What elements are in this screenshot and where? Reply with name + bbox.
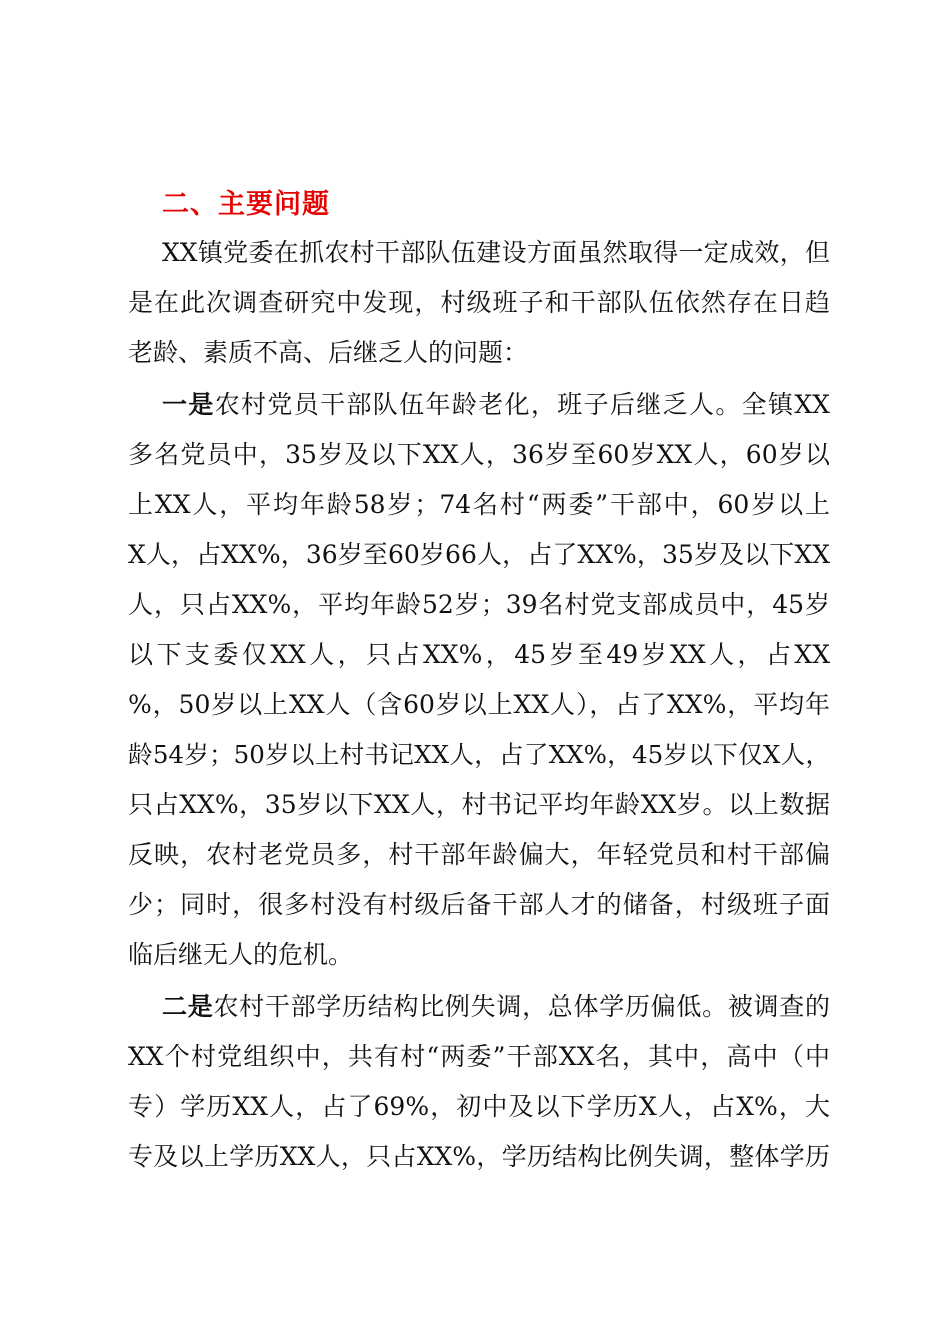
paragraph-line: 专及以上学历XX人，只占XX%，学历结构比例失调，整体学历 bbox=[128, 1142, 830, 1171]
paragraph-line: 上XX人，平均年龄58岁；74名村“两委”干部中，60岁以上 bbox=[128, 490, 830, 519]
paragraph-line: XX个村党组织中，共有村“两委”干部XX名，其中，高中（中 bbox=[128, 1042, 830, 1071]
point2-first-line bbox=[162, 982, 830, 1032]
intro-line: XX镇党委在抓农村干部队伍建设方面虽然取得一定成效，但 bbox=[162, 238, 830, 267]
point2-lead: 二是 bbox=[162, 992, 214, 1021]
intro-line: 老龄、素质不高、后继乏人的问题： bbox=[128, 338, 529, 367]
paragraph-line: 专）学历XX人，占了69%，初中及以下学历X人，占X%，大 bbox=[128, 1092, 830, 1121]
paragraph-line: 以下支委仅XX人，只占XX%，45岁至49岁XX人，占XX bbox=[128, 640, 830, 669]
paragraph-line: X人，占XX%，36岁至60岁66人，占了XX%，35岁及以下XX bbox=[128, 540, 830, 569]
paragraph-line: 临后继无人的危机。 bbox=[128, 940, 354, 969]
point1-lead: 一是 bbox=[162, 390, 215, 419]
paragraph-line: %，50岁以上XX人（含60岁以上XX人），占了XX%，平均年 bbox=[128, 690, 830, 719]
point2-first-text: 农村干部学历结构比例失调，总体学历偏低。被调查的 bbox=[213, 992, 830, 1021]
paragraph-line: 少；同时，很多村没有村级后备干部人才的储备，村级班子面 bbox=[128, 890, 830, 919]
paragraph-line: 龄54岁；50岁以上村书记XX人，占了XX%，45岁以下仅X人， bbox=[128, 740, 830, 769]
section-heading: 二、主要问题 bbox=[162, 189, 330, 220]
intro-line: 是在此次调查研究中发现，村级班子和干部队伍依然存在日趋 bbox=[128, 288, 830, 317]
paragraph-line: 反映，农村老党员多，村干部年龄偏大，年轻党员和村干部偏 bbox=[128, 840, 830, 869]
point1-first-text: 农村党员干部队伍年龄老化，班子后继乏人。全镇XX bbox=[214, 390, 830, 419]
paragraph-line: 人，只占XX%，平均年龄52岁；39名村党支部成员中，45岁 bbox=[128, 590, 830, 619]
paragraph-line: 只占XX%，35岁以下XX人，村书记平均年龄XX岁。以上数据 bbox=[128, 790, 830, 819]
point1-first-line bbox=[162, 380, 830, 430]
paragraph-line: 多名党员中，35岁及以下XX人，36岁至60岁XX人，60岁以 bbox=[128, 440, 830, 469]
